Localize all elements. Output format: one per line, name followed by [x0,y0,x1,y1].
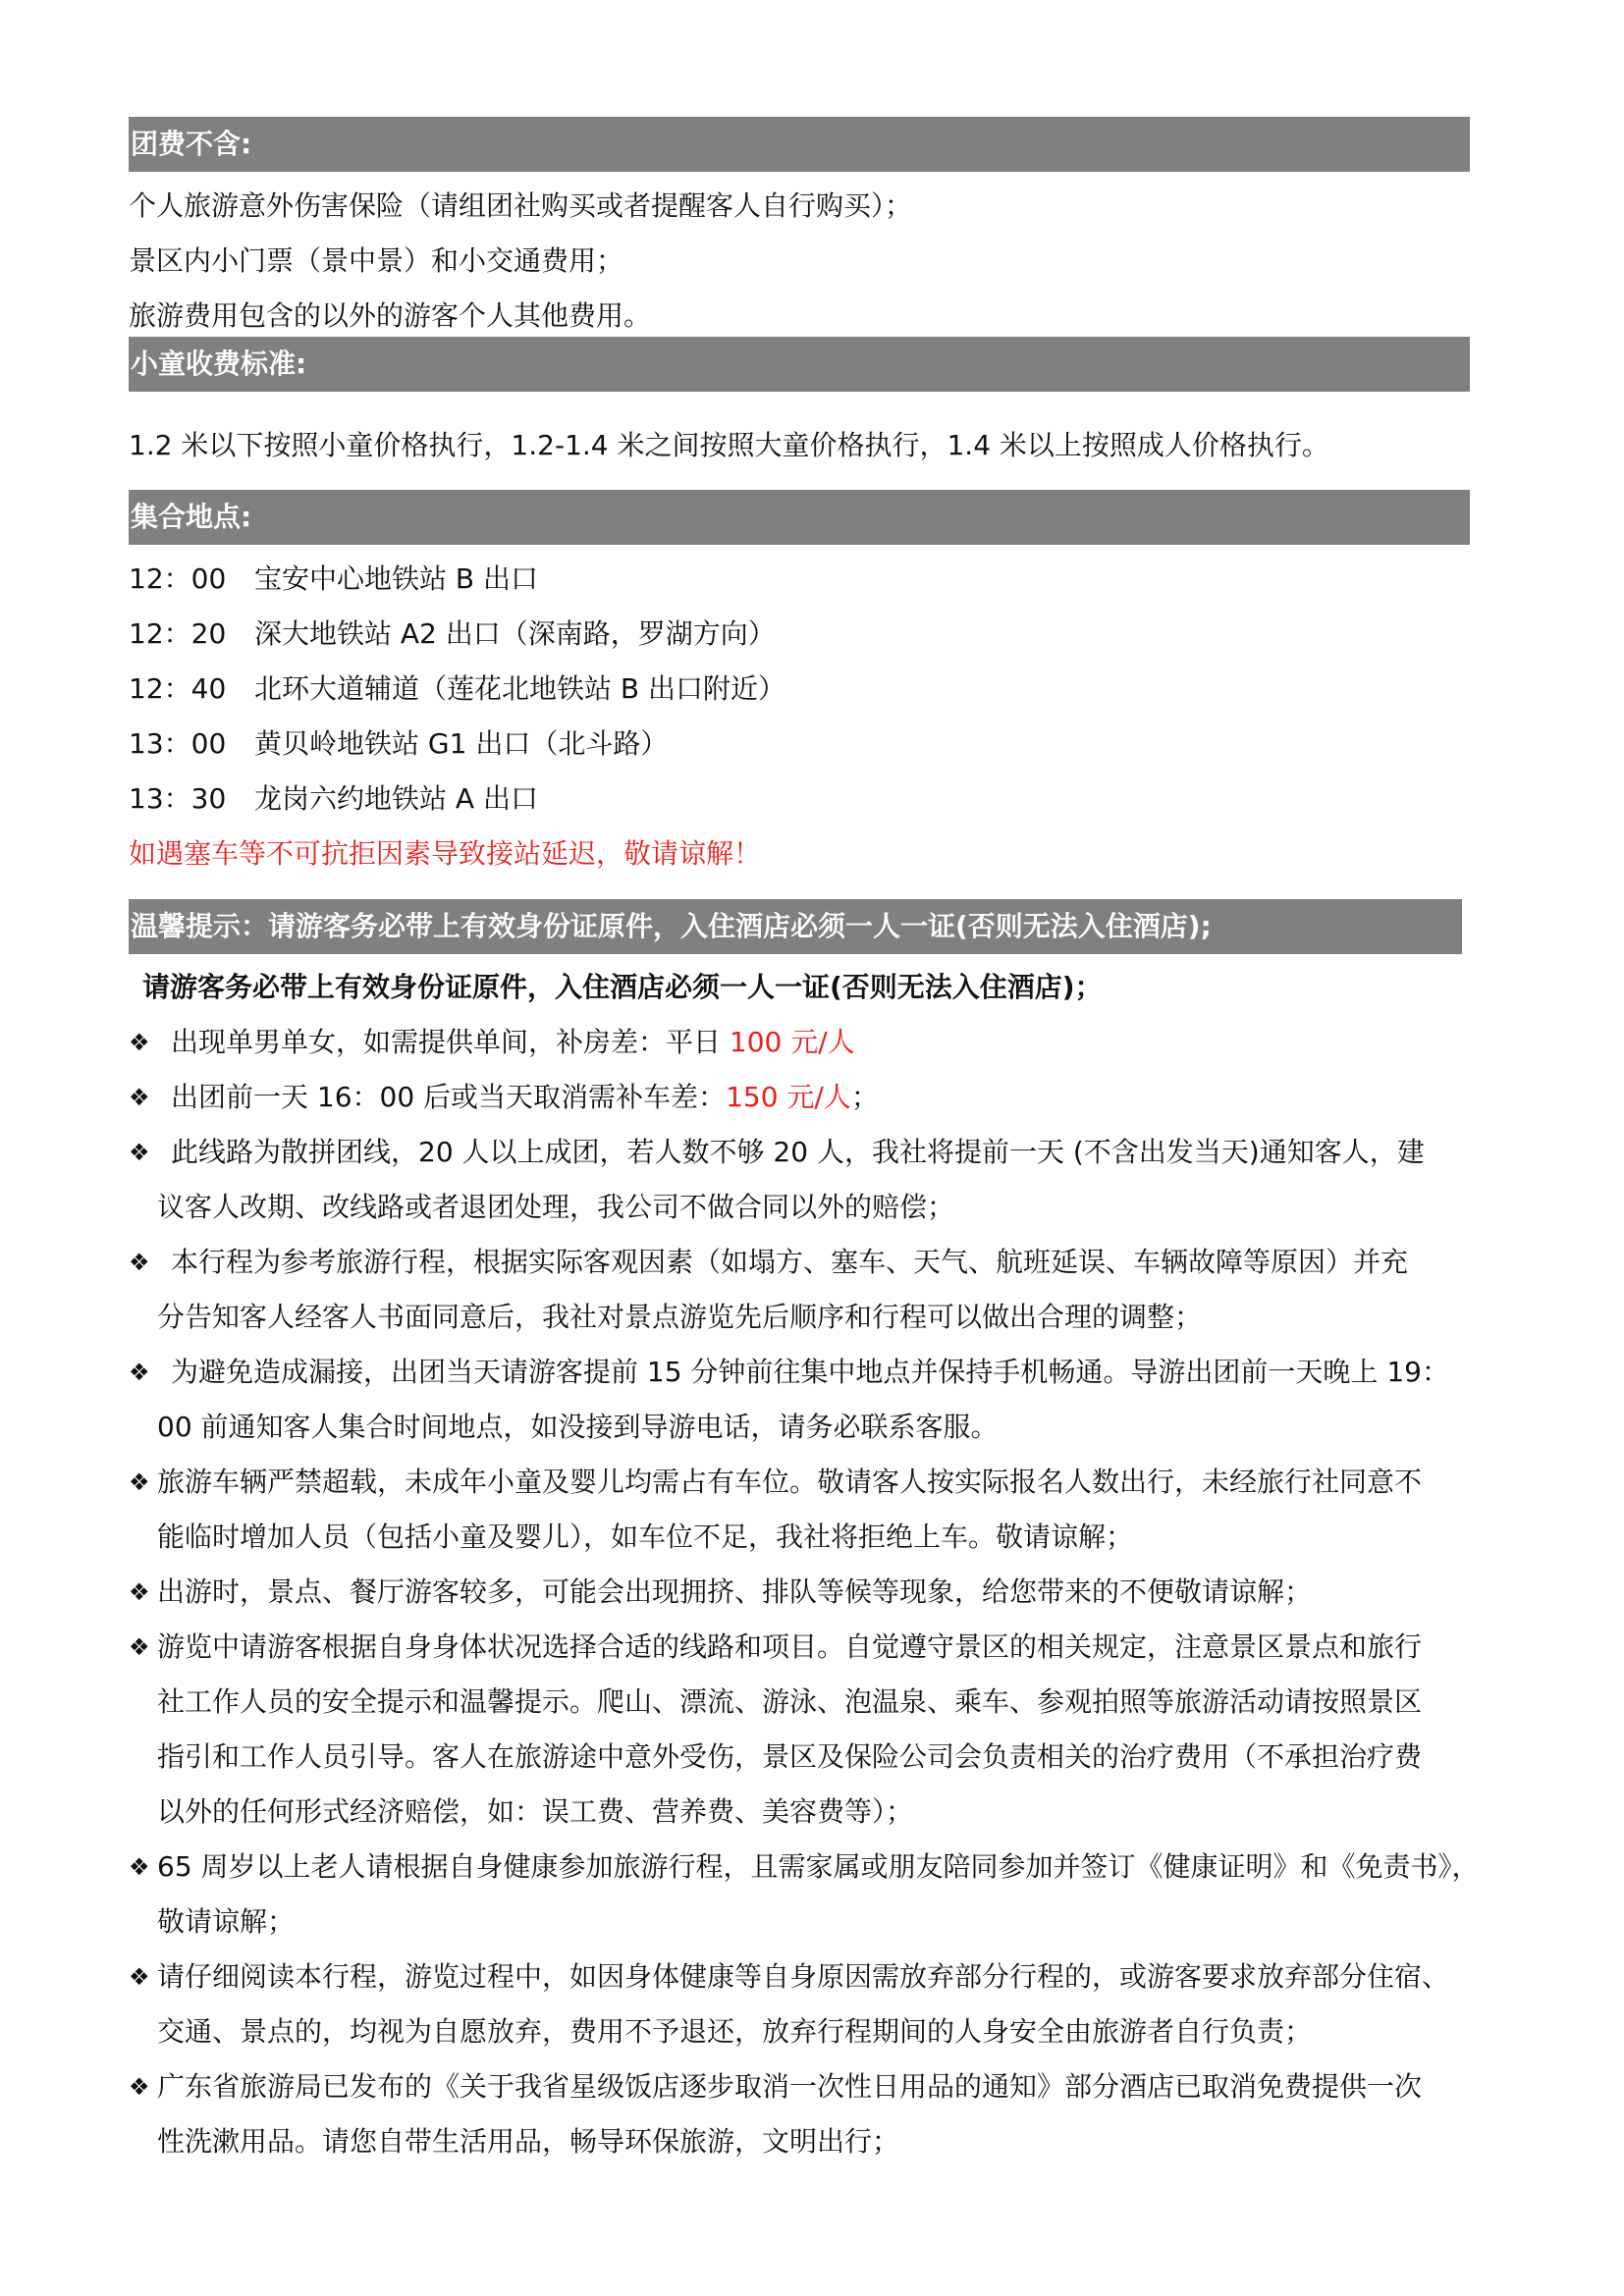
tip-text: 出团前一天 16：00 后或当天取消需补车差： [171,1081,727,1113]
meeting-place: 龙岗六约地铁站 A 出口 [254,782,538,815]
meeting-heading: 集合地点: [129,490,1470,545]
meeting-time: 13：30 [129,782,227,815]
meeting-place: 北环大道辅道（莲花北地铁站 B 出口附近） [254,672,786,705]
tip-line: 为避免造成漏接，出团当天请游客提前 15 分钟前往集中地点并保持手机畅通。导游出团前一天晚上 19： [171,1356,1449,1388]
tip-line: 广东省旅游局已发布的《关于我省星级饭店逐步取消一次性日用品的通知》部分酒店已取消免费提供一次 [157,2070,1423,2103]
bullet-icon: ❖ [129,1359,150,1386]
room-price: 100 元/人 [729,1026,855,1058]
tip-text: 出现单男单女，如需提供单间，补房差：平日 [171,1026,730,1058]
meeting-place: 黄贝岭地铁站 G1 出口（北斗路） [254,727,669,760]
tip-line: 此线路为散拼团线，20 人以上成团，若人数不够 20 人，我社将提前一天 (不含出发当天)通知客人，建 [171,1136,1425,1168]
excluded-heading: 团费不含: [129,117,1470,172]
excluded-item: 景区内小门票（景中景）和小交通费用； [129,244,624,277]
tip-line: 65 周岁以上老人请根据自身健康参加旅游行程，且需家属或朋友陪同参加并签订《健康证明》和《免责书》， [157,1850,1480,1883]
tip-line: 游览中请游客根据自身身体状况选择合适的线路和项目。自觉遵守景区的相关规定，注意景区景点和旅行 [157,1630,1423,1663]
tip-line: 性洗漱用品。请您自带生活用品，畅导环保旅游，文明出行； [157,2125,900,2158]
tip-line: 旅游车辆严禁超载，未成年小童及婴儿均需占有车位。敬请客人按实际报名人数出行，未经旅行社同意不 [157,1466,1423,1498]
meeting-time: 12：40 [129,672,227,705]
excluded-item: 旅游费用包含的以外的游客个人其他费用。 [129,299,652,332]
meeting-time: 12：20 [129,617,227,650]
tip-line: 本行程为参考旅游行程，根据实际客观因素（如塌方、塞车、天气、航班延误、车辆故障等原因）并充 [171,1246,1409,1278]
bullet-icon: ❖ [129,1633,150,1661]
tip-line: 指引和工作人员引导。客人在旅游途中意外受伤，景区及保险公司会负责相关的治疗费用（不承担治疗费 [157,1740,1423,1773]
bullet-icon: ❖ [129,1139,150,1166]
tip-line: 敬请谅解； [157,1905,296,1938]
meeting-time: 12：00 [129,562,227,595]
tip-line: 议客人改期、改线路或者退团处理，我公司不做合同以外的赔偿； [157,1191,955,1223]
meeting-item [129,724,668,764]
tip-line: 分告知客人经客人书面同意后，我社对景点游览先后顺序和行程可以做出合理的调整； [157,1301,1203,1333]
tip-line: 00 前通知客人集合时间地点，如没接到导游电话，请务必联系客服。 [157,1411,999,1443]
bullet-icon: ❖ [129,1468,150,1496]
bullet-icon: ❖ [129,1249,150,1276]
bullet-icon: ❖ [129,1029,150,1056]
cancel-price: 150 元/人 [726,1081,851,1113]
bullet-icon: ❖ [129,1963,150,1991]
bullet-icon: ❖ [129,1853,150,1881]
tip-line: 出游时，景点、餐厅游客较多，可能会出现拥挤、排队等候等现象，给您带来的不便敬请谅解； [157,1575,1313,1608]
bullet-icon: ❖ [129,2073,150,2101]
id-card-reminder: 请游客务必带上有效身份证原件，入住酒店必须一人一证(否则无法入住酒店)； [142,971,1103,1003]
tip-line: 交通、景点的，均视为自愿放弃，费用不予退还，放弃行程期间的人身安全由旅游者自行负责； [157,2015,1313,2048]
bullet-icon: ❖ [129,1578,150,1606]
tips-heading: 温馨提示：请游客务必带上有效身份证原件，入住酒店必须一人一证(否则无法入住酒店); [129,899,1462,954]
tip-line: 以外的任何形式经济赔偿，如：误工费、营养费、美容费等）； [157,1795,914,1828]
meeting-item [129,614,776,654]
tip-text-end: ； [850,1081,879,1113]
child-rule: 1.2 米以下按照小童价格执行，1.2-1.4 米之间按照大童价格执行，1.4 米以上按照成人价格执行。 [129,429,1329,461]
meeting-place: 深大地铁站 A2 出口（深南路，罗湖方向） [254,617,776,650]
tip-cancel-fee [171,1078,879,1117]
excluded-item: 个人旅游意外伤害保险（请组团社购买或者提醒客人自行购买）； [129,189,913,222]
tip-line: 能临时增加人员（包括小童及婴儿），如车位不足，我社将拒绝上车。敬请谅解； [157,1521,1134,1553]
child-heading: 小童收费标准: [129,337,1470,392]
tip-line: 请仔细阅读本行程，游览过程中，如因身体健康等自身原因需放弃部分行程的，或游客要求放弃部分住宿、 [157,1960,1450,1993]
meeting-item [129,560,538,599]
bullet-icon: ❖ [129,1084,150,1111]
tip-line: 社工作人员的安全提示和温馨提示。爬山、漂流、游泳、泡温泉、乘车、参观拍照等旅游活动请按照景区 [157,1685,1423,1718]
delay-notice: 如遇塞车等不可抗拒因素导致接站延迟，敬请谅解！ [129,837,762,870]
meeting-item [129,779,538,819]
meeting-time: 13：00 [129,727,227,760]
tip-room-supplement [171,1023,855,1062]
meeting-item [129,669,785,709]
meeting-place: 宝安中心地铁站 B 出口 [254,562,539,595]
